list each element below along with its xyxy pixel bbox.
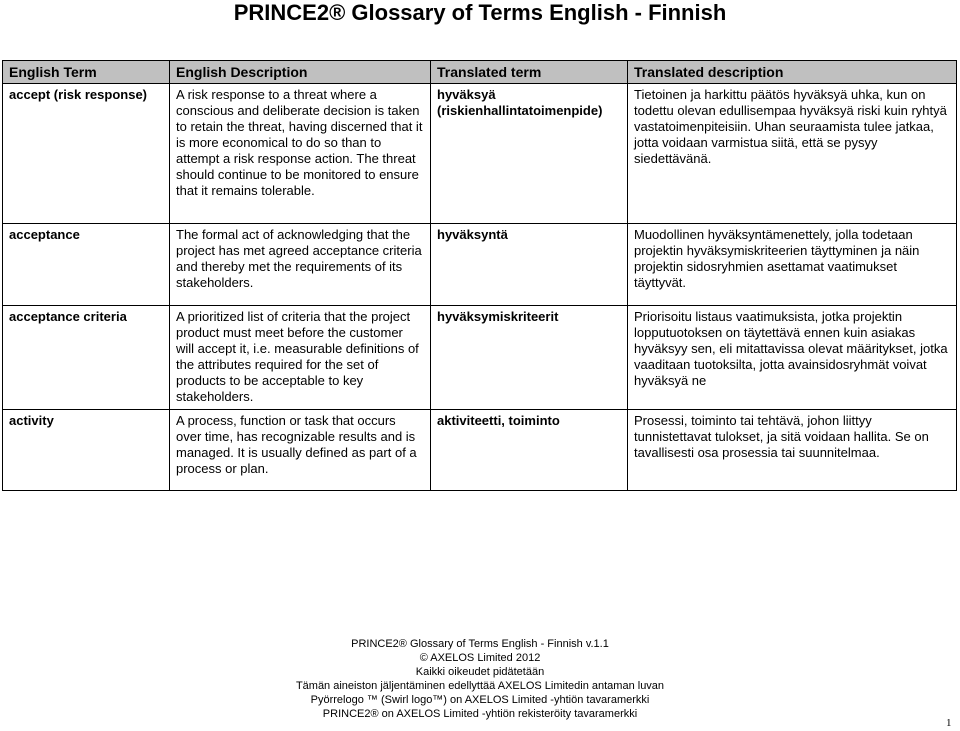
english-term-cell: acceptance (3, 224, 170, 306)
translated-term-cell: hyväksyntä (431, 224, 628, 306)
footer-rights: Kaikki oikeudet pidätetään (415, 666, 545, 678)
footer-permission: Tämän aineiston jäljentäminen edellyttää AXELOS Limitedin antaman luvan (295, 680, 665, 692)
table-row (3, 306, 957, 410)
glossary-table (2, 60, 957, 491)
footer-registered-trademark: PRINCE2® on AXELOS Limited -yhtiön rekisteröity tavaramerkki (322, 708, 638, 720)
translated-description-cell: Muodollinen hyväksyntämenettely, jolla todetaan projektin hyväksymiskriteerien täyttyminen ja näin projektin sidosryhmien asettamat vaatimukset täyttyvät. (628, 224, 957, 306)
english-description-cell: A process, function or task that occurs over time, has recognizable results and is managed. It is usually defined as part of a process or plan. (170, 410, 431, 491)
footer (0, 637, 960, 721)
table-header-row (3, 61, 957, 84)
table-row (3, 410, 957, 491)
translated-term-cell: aktiviteetti, toiminto (431, 410, 628, 491)
table-row (3, 84, 957, 224)
english-description-cell: The formal act of acknowledging that the project has met agreed acceptance criteria and thereby met the requirements of its stakeholders. (170, 224, 431, 306)
english-description-cell: A risk response to a threat where a conscious and deliberate decision is taken to retain the threat, having discerned that it is more economical to do so than to attempt a risk response action. The threat should continue to be monitored to ensure that it remains tolerable. (170, 84, 431, 224)
english-term-cell: accept (risk response) (3, 84, 170, 224)
header-translated-term: Translated term (431, 61, 628, 84)
page-number: 1 (946, 717, 952, 729)
translated-description-cell: Tietoinen ja harkittu päätös hyväksyä uhka, kun on todettu olevan edullisempaa hyväksyä riski kuin ryhtyä vastatoimenpiteisiin. Uhan seuraamista tulee jatkaa, jotta voidaan varmistua siitä, että se pysyy siedettävänä. (628, 84, 957, 224)
translated-description-cell: Prosessi, toiminto tai tehtävä, johon liittyy tunnistettavat tulokset, ja sitä voidaan hallita. Se on tavallisesti osa prosessia tai suunnitelmaa. (628, 410, 957, 491)
footer-trademark: Pyörrelogo ™ (Swirl logo™) on AXELOS Limited -yhtiön tavaramerkki (310, 694, 650, 706)
translated-term-cell: hyväksyä (riskienhallintatoimenpide) (431, 84, 628, 224)
translated-term-cell: hyväksymiskriteerit (431, 306, 628, 410)
page-title: PRINCE2® Glossary of Terms English - Finnish (233, 0, 727, 25)
header-english-description: English Description (170, 61, 431, 84)
english-term-cell: acceptance criteria (3, 306, 170, 410)
table-row (3, 224, 957, 306)
english-description-cell: A prioritized list of criteria that the project product must meet before the customer will accept it, i.e. measurable definitions of the attributes required for the set of products to be acceptable to key stakeholders. (170, 306, 431, 410)
header-translated-description: Translated description (628, 61, 957, 84)
translated-description-cell: Priorisoitu listaus vaatimuksista, jotka projektin lopputuotoksen on täytettävä ennen kuin asiakas hyväksyy sen, eli mitattavissa olevat määritykset, jotka vaaditaan tuotoksilta, jotta avainsidosryhmät voivat hyväksyä ne (628, 306, 957, 410)
header-english-term: English Term (3, 61, 170, 84)
footer-copyright: © AXELOS Limited 2012 (419, 652, 541, 664)
footer-version: PRINCE2® Glossary of Terms English - Finnish v.1.1 (351, 638, 609, 650)
english-term-cell: activity (3, 410, 170, 491)
